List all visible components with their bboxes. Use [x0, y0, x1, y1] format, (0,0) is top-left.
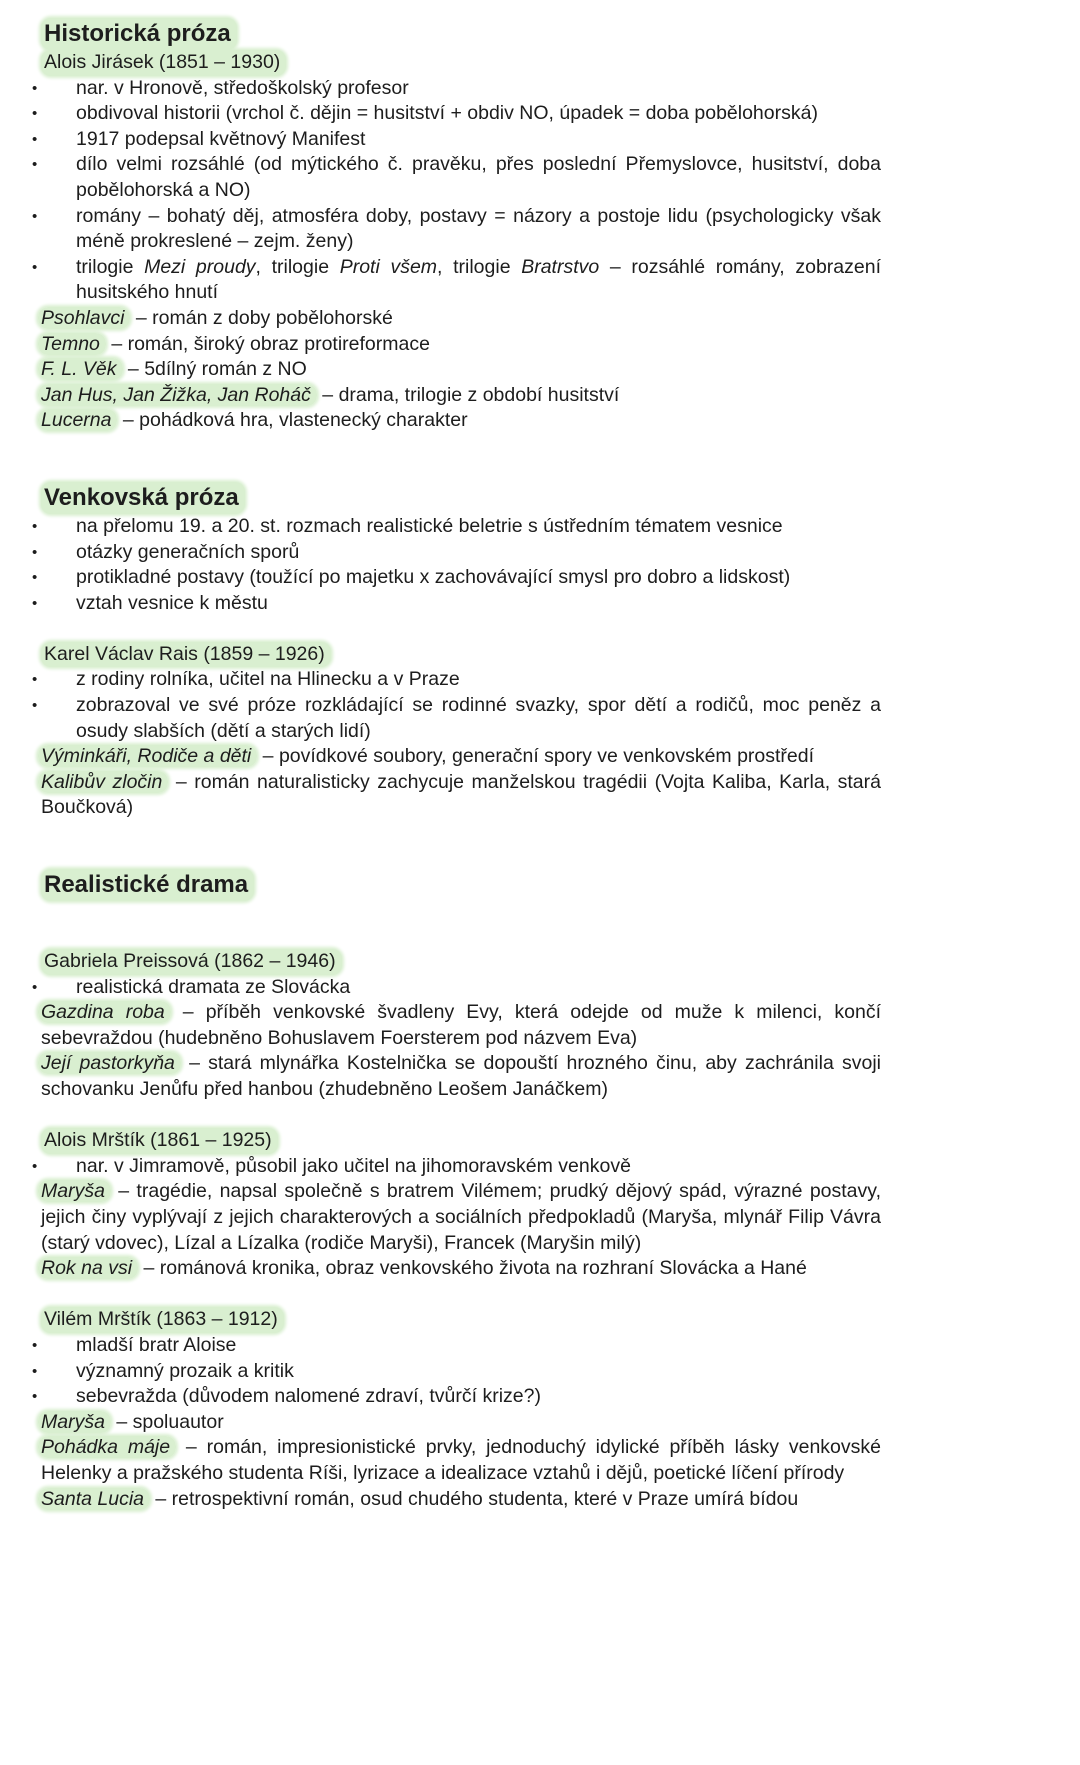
bullet-icon: •: [32, 156, 38, 174]
list-item: • 1917 podepsal květnový Manifest: [41, 127, 881, 153]
work-title: Mezi proudy: [144, 255, 256, 278]
bullet-icon: •: [32, 1157, 38, 1175]
work-title: Santa Lucia: [38, 1488, 150, 1510]
work-title: Maryša: [38, 1180, 111, 1202]
work-entry: F. L. Věk – 5dílný román z NO: [41, 357, 881, 383]
list-item: • mladší bratr Aloise: [41, 1333, 881, 1359]
work-title: F. L. Věk: [38, 358, 123, 380]
section-historicka-proza: [32, 18, 881, 434]
bullet-icon: •: [32, 978, 38, 996]
work-title: Lucerna: [38, 409, 117, 431]
bullet-icon: •: [32, 1336, 38, 1354]
work-title: Její pastorkyňa: [38, 1052, 181, 1074]
bullet-list: [32, 1333, 881, 1410]
list-item: • významný prozaik a kritik: [41, 1359, 881, 1385]
work-entry: Maryša – spoluautor: [41, 1410, 881, 1436]
bullet-list: [32, 514, 881, 616]
author-heading: Gabriela Preissová (1862 – 1946): [41, 949, 342, 975]
list-item: • romány – bohatý děj, atmosféra doby, postavy = názory a postoje lidu (psychologicky však méně prokreslené – zejm. ženy): [32, 204, 881, 253]
bullet-icon: •: [32, 517, 38, 535]
work-entry: Lucerna – pohádková hra, vlastenecký charakter: [41, 408, 881, 434]
section-title: Historická próza: [41, 18, 237, 50]
bullet-icon: •: [32, 1388, 38, 1406]
list-item: • vztah vesnice k městu: [41, 591, 881, 617]
bullet-icon: •: [32, 543, 38, 561]
work-title: Jan Hus, Jan Žižka, Jan Roháč: [38, 384, 317, 406]
author-heading: Vilém Mrštík (1863 – 1912): [41, 1307, 284, 1333]
work-title: Bratrstvo: [521, 255, 600, 278]
bullet-icon: •: [32, 79, 38, 97]
list-item: • protikladné postavy (toužící po majetku x zachovávající smysl pro dobro a lidskost): [41, 565, 881, 591]
work-title: Temno: [38, 333, 106, 355]
work-entry: Rok na vsi – románová kronika, obraz venkovského života na rozhraní Slovácka a Hané: [41, 1256, 881, 1282]
list-item: • na přelomu 19. a 20. st. rozmach realistické beletrie s ústředním tématem vesnice: [41, 514, 881, 540]
list-item: • otázky generačních sporů: [41, 540, 881, 566]
section-venkovska-proza: [32, 482, 881, 821]
work-title: Psohlavci: [38, 307, 130, 329]
list-item: • realistická dramata ze Slovácka: [41, 975, 881, 1001]
work-entry: Výminkáři, Rodiče a děti – povídkové soubory, generační spory ve venkovském prostředí: [41, 744, 881, 770]
list-item: • obdivoval historii (vrchol č. dějin = husitství + obdiv NO, úpadek = doba pobělohorská): [41, 101, 881, 127]
work-entry: Gazdina roba – příběh venkovské švadleny Evy, která odejde od muže k milenci, končí sebevraždou (hudebněno Bohuslavem Foersterem pod názvem Eva): [41, 1000, 881, 1051]
bullet-icon: •: [32, 594, 38, 612]
bullet-icon: •: [32, 1362, 38, 1380]
bullet-icon: •: [32, 105, 38, 123]
author-heading: Alois Mrštík (1861 – 1925): [41, 1128, 278, 1154]
list-item: • zobrazoval ve své próze rozkládající se rodinné svazky, spor dětí a rodičů, moc peněz a osudy slabších (dětí a starých lidí): [32, 694, 881, 742]
bullet-list: [32, 76, 881, 306]
work-title: Pohádka máje: [38, 1436, 176, 1458]
work-title: Gazdina roba: [38, 1001, 171, 1023]
work-entry: Maryša – tragédie, napsal společně s bratrem Vilémem; prudký dějový spád, výrazné postavy, jejich činy vyplývají z jejich charakterových a sociálních předpokladů (Maryša, mlynář Filip Vávra (starý vdovec), Lízal a Lízalka (rodiče Maryši), Francek (Maryšin milý): [41, 1179, 881, 1256]
work-entry: Psohlavci – román z doby pobělohorské: [41, 306, 881, 332]
work-entry: Santa Lucia – retrospektivní román, osud chudého studenta, které v Praze umírá bídou: [41, 1487, 881, 1513]
work-title: Kalibův zločin: [38, 771, 168, 793]
list-item: • nar. v Jimramově, působil jako učitel na jihomoravském venkově: [41, 1154, 881, 1180]
author-heading: Karel Václav Rais (1859 – 1926): [41, 642, 331, 668]
list-item-trilogy: • trilogie Mezi proudy, trilogie Proti všem, trilogie Bratrstvo – rozsáhlé romány, zobrazení husitského hnutí: [32, 255, 881, 304]
author-block: [32, 949, 881, 1103]
work-entry: Jan Hus, Jan Žižka, Jan Roháč – drama, trilogie z období husitství: [41, 383, 881, 409]
work-entry: Její pastorkyňa – stará mlynářka Kostelnička se dopouští hrozného činu, aby zachránila svoji schovanku Jenůfu před hanbou (zhudebněno Leošem Janáčkem): [41, 1051, 881, 1102]
list-item: • dílo velmi rozsáhlé (od mýtického č. pravěku, přes poslední Přemyslovce, husitství, doba pobělohorská a NO): [32, 153, 881, 201]
work-entry: Temno – román, široký obraz protireformace: [41, 332, 881, 358]
author-heading: Alois Jirásek (1851 – 1930): [41, 50, 286, 76]
work-title: Proti všem: [339, 255, 438, 278]
bullet-list: [32, 1154, 881, 1180]
work-title: Maryša: [38, 1411, 111, 1433]
document-page: [32, 18, 881, 1512]
work-entry: Pohádka máje – román, impresionistické prvky, jednoduchý idylické příběh lásky venkovské Helenky a pražského studenta Ríši, lyrizace a idealizace vztahů i dějů, poetické líčení přírody: [41, 1435, 881, 1486]
bullet-icon: •: [32, 207, 38, 225]
author-block: [32, 1307, 881, 1512]
section-realisticke-drama: [32, 869, 881, 1512]
bullet-icon: •: [32, 697, 38, 715]
bullet-icon: •: [32, 130, 38, 148]
work-entry: Kalibův zločin – román naturalisticky zachycuje manželskou tragédii (Vojta Kaliba, Karla, stará Boučková): [41, 770, 881, 821]
list-item: • nar. v Hronově, středoškolský profesor: [41, 76, 881, 102]
work-title: Rok na vsi: [38, 1257, 138, 1279]
list-item: • z rodiny rolníka, učitel na Hlinecku a v Praze: [41, 667, 881, 693]
author-block: [32, 1128, 881, 1282]
bullet-list: [32, 975, 881, 1001]
work-title: Výminkáři, Rodiče a děti: [38, 745, 257, 767]
bullet-icon: •: [32, 569, 38, 587]
bullet-list: [32, 667, 881, 744]
bullet-icon: •: [32, 671, 38, 689]
section-title: Venkovská próza: [41, 482, 245, 514]
bullet-icon: •: [32, 258, 38, 276]
list-item: • sebevražda (důvodem nalomené zdraví, tvůrčí krize?): [41, 1384, 881, 1410]
section-title: Realistické drama: [41, 869, 254, 901]
